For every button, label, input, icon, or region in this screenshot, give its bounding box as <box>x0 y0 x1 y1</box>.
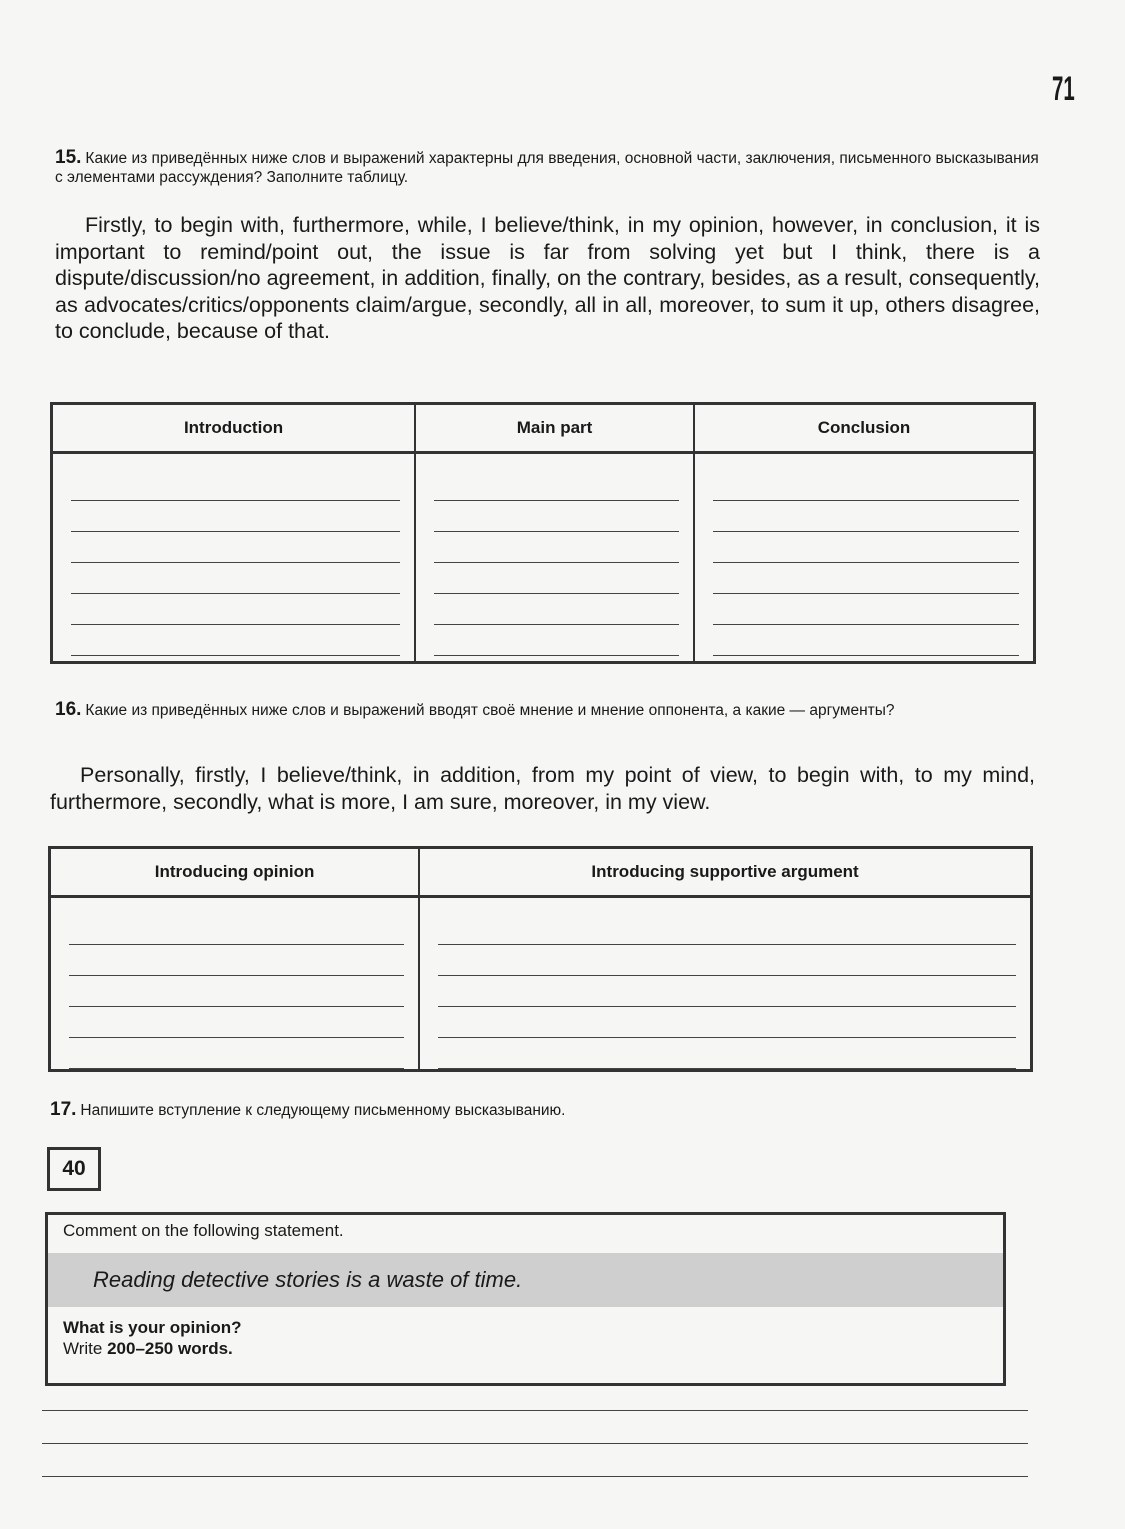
answer-cell <box>419 897 1031 1071</box>
answer-cell <box>694 453 1034 663</box>
answer-line[interactable] <box>434 470 679 501</box>
statement-text: Reading detective stories is a waste of time. <box>93 1267 523 1292</box>
answer-line[interactable] <box>438 976 1016 1007</box>
statement-band <box>48 1253 1003 1307</box>
answer-line[interactable] <box>71 625 400 656</box>
task-15-instruction <box>55 148 1045 187</box>
task-17-instruction <box>50 1100 1040 1120</box>
answer-line[interactable] <box>713 625 1019 656</box>
question-text: What is your opinion? <box>63 1318 242 1337</box>
writing-line[interactable] <box>42 1443 1028 1444</box>
answer-line[interactable] <box>713 563 1019 594</box>
answer-line[interactable] <box>713 532 1019 563</box>
answer-line[interactable] <box>71 501 400 532</box>
answer-line[interactable] <box>434 563 679 594</box>
word-count: 200–250 words. <box>107 1339 233 1358</box>
answer-line[interactable] <box>713 501 1019 532</box>
task-16-word-list: Personally, firstly, I believe/think, in addition, from my point of view, to begin with, to my mind, furthermore, secondly, what is more, I am sure, moreover, in my view. <box>50 763 1035 814</box>
task-number: 15. <box>55 147 82 168</box>
task-16-instruction <box>55 700 1045 720</box>
answer-line[interactable] <box>71 594 400 625</box>
answer-line[interactable] <box>434 625 679 656</box>
answer-line[interactable] <box>438 1007 1016 1038</box>
answer-line[interactable] <box>69 1038 404 1069</box>
writing-line[interactable] <box>42 1410 1028 1411</box>
answer-line[interactable] <box>71 532 400 563</box>
task-16-table <box>48 846 1033 1072</box>
answer-line[interactable] <box>713 470 1019 501</box>
column-header: Main part <box>415 404 694 453</box>
answer-line[interactable] <box>438 945 1016 976</box>
instruction-text: Напишите вступление к следующему письменному высказыванию. <box>80 1102 566 1119</box>
opinion-question <box>63 1317 241 1359</box>
exercise-number-box: 40 <box>47 1147 101 1191</box>
answer-line[interactable] <box>71 470 400 501</box>
comment-prompt: Comment on the following statement. <box>63 1221 344 1240</box>
answer-cell <box>50 897 420 1071</box>
instruction-text: Какие из приведённых ниже слов и выражений вводят своё мнение и мнение оппонента, а какие — аргументы? <box>85 702 895 719</box>
answer-line[interactable] <box>71 563 400 594</box>
answer-line[interactable] <box>434 532 679 563</box>
statement-box <box>45 1212 1006 1386</box>
page-number: 71 <box>1052 70 1075 108</box>
answer-line[interactable] <box>434 501 679 532</box>
answer-line[interactable] <box>438 914 1016 945</box>
task-number: 16. <box>55 699 82 720</box>
writing-line[interactable] <box>42 1476 1028 1477</box>
answer-line[interactable] <box>69 914 404 945</box>
answer-line[interactable] <box>713 594 1019 625</box>
column-header: Introducing opinion <box>50 848 420 897</box>
answer-line[interactable] <box>69 976 404 1007</box>
column-header: Introducing supportive argument <box>419 848 1031 897</box>
answer-line[interactable] <box>434 594 679 625</box>
answer-cell <box>52 453 416 663</box>
answer-line[interactable] <box>438 1038 1016 1069</box>
answer-cell <box>415 453 694 663</box>
column-header: Conclusion <box>694 404 1034 453</box>
write-prefix: Write <box>63 1339 108 1358</box>
instruction-text: Какие из приведённых ниже слов и выражений характерны для введения, основной части, заключения, письменного высказывания с элементами рассуждения? Заполните таблицу. <box>55 150 1039 186</box>
task-15-table <box>50 402 1036 664</box>
answer-line[interactable] <box>69 945 404 976</box>
task-15-word-list: Firstly, to begin with, furthermore, while, I believe/think, in my opinion, however, in conclusion, it is important to remind/point out, the issue is far from solving yet but I think, there is a dispute/discussion/no agreement, in addition, finally, on the contrary, besides, as a result, consequently, as advocates/critics/opponents claim/argue, secondly, all in all, moreover, to sum it up, others disagree, to conclude, because of that. <box>55 213 1040 343</box>
column-header: Introduction <box>52 404 416 453</box>
task-number: 17. <box>50 1099 77 1120</box>
answer-line[interactable] <box>69 1007 404 1038</box>
